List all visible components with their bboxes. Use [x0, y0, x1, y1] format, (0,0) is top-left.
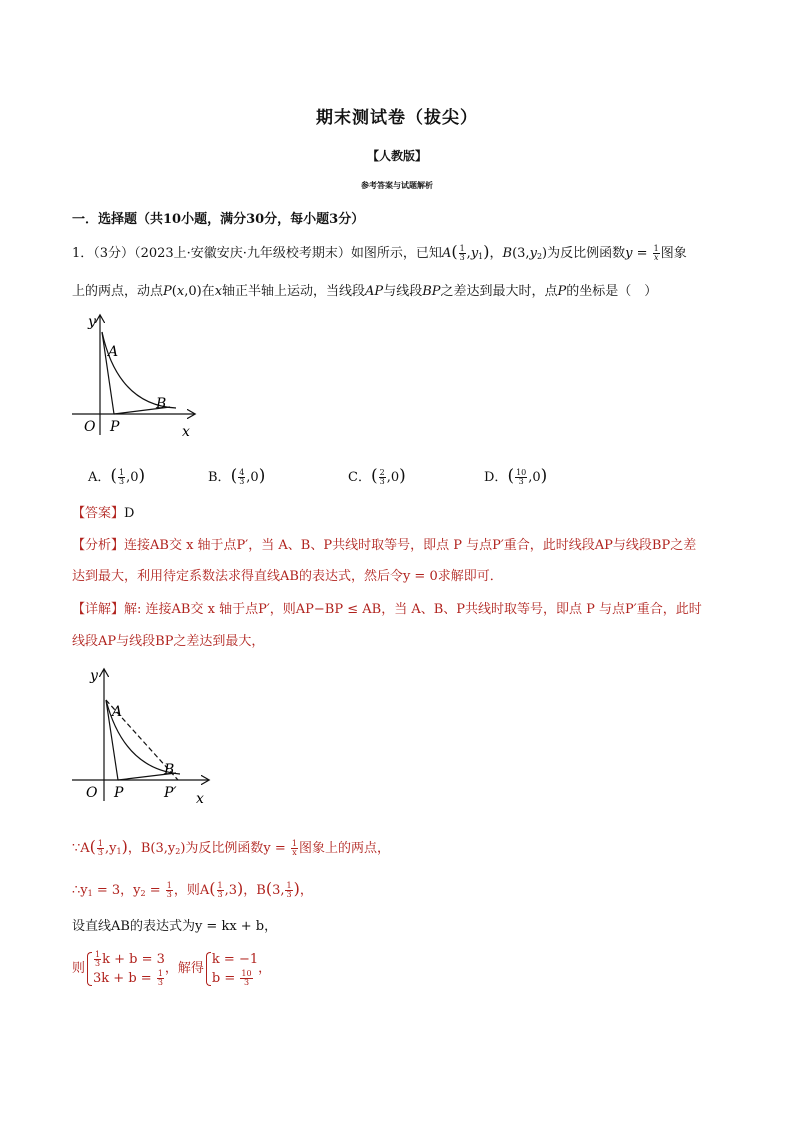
option-d[interactable]: D．( $\frac{10}{3}$ ,0) [484, 466, 548, 486]
answer-line: 【答案】D [72, 506, 135, 521]
label-p: P [114, 785, 124, 801]
label-a: A [112, 704, 123, 720]
detail-line-6: 则 $\frac{1}{3}$ k + b = 3 3k + b = $\frac{1}{3}$ ，解得 k = −1 b = $\frac{10}{3}$ ， [72, 950, 272, 987]
label-p: P [110, 419, 120, 435]
analysis-line-1: 【分析】连接AB交 x 轴于点P′，当 A、B、P共线时取等号，即点 P 与点P′重合，此时线段AP与线段BP之差 [72, 538, 697, 553]
section-heading: 一．选择题（共10小题，满分30分，每小题3分） [72, 212, 365, 227]
analysis-line-2: 达到最大，利用待定系数法求得直线AB的表达式，然后令y = 0求解即可． [72, 569, 503, 584]
figure-2-graph [66, 664, 226, 809]
detail-line-1: 【详解】解: 连接AB交 x 轴于点P′，则AP−BP ≤ AB，当 A、B、P共线时取等号，即点 P 与点P′重合，此时 [72, 602, 702, 617]
label-o: O [86, 785, 98, 801]
edition-label: 【人教版】 [366, 149, 427, 163]
option-b[interactable]: B．( $\frac{4}{3}$ ,0) [208, 466, 266, 486]
label-b: B [164, 762, 175, 778]
label-y: y [90, 668, 98, 684]
detail-line-4: $\therefore y_1 = 3$，$y_2$ = $\frac{1}{3}$ ，则A( $\frac{1}{3}$ ,3)，B(3, $\frac{1}{3}$ )， [72, 879, 313, 899]
solution-system: k = −1 b = $\frac{10}{3}$ [204, 950, 258, 988]
label-a: A [108, 344, 119, 360]
page-title: 期末测试卷（拔尖） [316, 108, 478, 128]
label-y: y [88, 314, 96, 330]
equation-system: $\frac{1}{3}$ k + b = 3 3k + b = $\frac{1}{3}$ [85, 950, 165, 988]
doc-type-label: 参考答案与试题解析 [361, 180, 433, 190]
question-1-line-2: 上的两点，动点P(x,0)在x轴正半轴上运动，当线段AP与线段BP之差达到最大时，点P的坐标是（ ） [72, 284, 658, 299]
label-o: O [84, 419, 96, 435]
detail-line-5: 设直线AB的表达式为y = kx + b， [72, 919, 278, 934]
label-p-prime: P′ [164, 785, 177, 801]
detail-line-2: 线段AP与线段BP之差达到最大， [72, 634, 265, 649]
option-c[interactable]: C．( $\frac{2}{3}$ ,0) [348, 466, 406, 486]
label-x: x [182, 424, 190, 440]
label-x: x [196, 791, 204, 807]
question-1-line-1: 1．（3分）（2023上·安徽安庆·九年级校考期末）如图所示，已知A( $\frac{1}{3}$ $,y_1$)，$B(3,y_2)$为反比例函数y = $\frac{1}{x}$ 图象 [72, 242, 687, 262]
label-b: B [156, 396, 167, 412]
detail-line-3: ∵A( $\frac{1}{3}$ $,y_1$)，$B(3,y_2)$为反比例函数y = $\frac{1}{x}$ 图象上的两点， [72, 837, 391, 857]
figure-1-graph [66, 310, 206, 445]
option-a[interactable]: A．( $\frac{1}{3}$ ,0) [88, 466, 146, 486]
